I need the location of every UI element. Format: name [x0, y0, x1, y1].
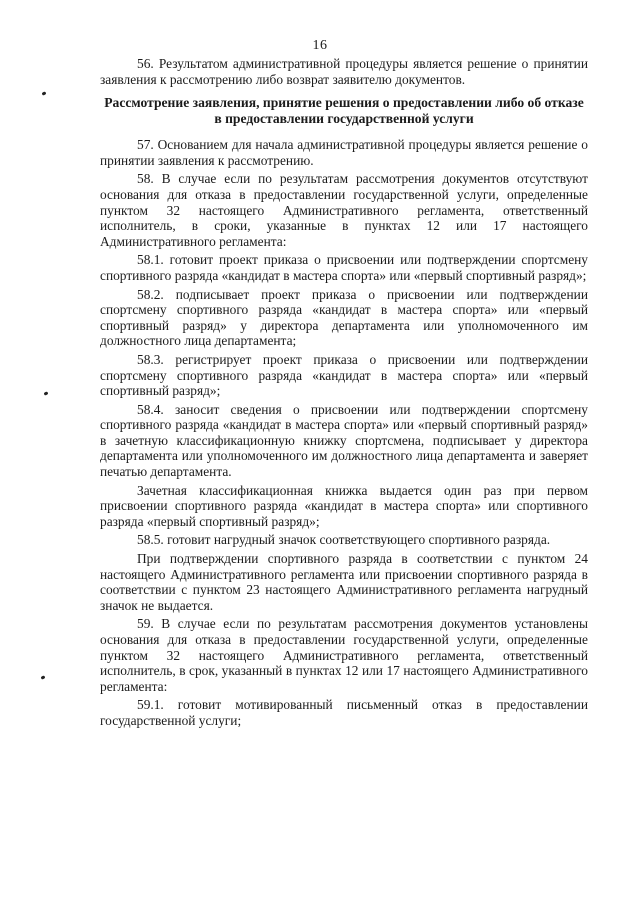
- paragraph-56: 56. Результатом административной процедуры является решение о принятии заявления к рассмотрению либо возврат заявителю документов.: [100, 56, 588, 87]
- scan-speck-top: [42, 91, 47, 95]
- paragraph-58-1: 58.1. готовит проект приказа о присвоении или подтверждении спортсмену спортивного разряда «кандидат в мастера спорта» или «первый спортивный разряд»;: [100, 252, 588, 283]
- paragraph-58-4: 58.4. заносит сведения о присвоении или подтверждении спортсмену спортивного разряда «кандидат в мастера спорта» или «первый спортивный разряд» в зачетную классификационную книжку спортсмена, подписывает у директора департамента или уполномоченного им должностного лица департамента и заверяет печатью департамента.: [100, 401, 588, 480]
- paragraph-58-3: 58.3. регистрирует проект приказа о присвоении или подтверждении спортсмену спортивного разряда «кандидат в мастера спорта» или «первый спортивный разряд»;: [100, 351, 588, 399]
- paragraph-badge-note: При подтверждении спортивного разряда в соответствии с пунктом 24 настоящего Административного регламента или присвоении спортивного разряда в соответствии с пунктом 23 настоящего Административного регламента нагрудный значок не выдается.: [100, 551, 588, 613]
- section-heading: Рассмотрение заявления, принятие решения о предоставлении либо об отказе в предоставлении государственной услуги: [104, 95, 584, 127]
- paragraph-57: 57. Основанием для начала административной процедуры является решение о принятии заявления к рассмотрению.: [100, 137, 588, 168]
- paragraph-58-5: 58.5. готовит нагрудный значок соответствующего спортивного разряда.: [137, 532, 551, 548]
- document-body: [100, 56, 588, 729]
- paragraph-58-2: 58.2. подписывает проект приказа о присвоении или подтверждении спортсмену спортивного разряда «кандидат в мастера спорта» или «первый спортивный разряд» у директора департамента или уполномоченного им должностного лица департамента;: [100, 286, 588, 349]
- page-number: 16: [312, 38, 328, 53]
- paragraph-record-book: Зачетная классификационная книжка выдается один раз при первом присвоении спортивного разряда «кандидат в мастера спорта» или спортивного разряда «первый спортивный разряд»;: [100, 482, 588, 529]
- scan-speck-bottom: [41, 675, 46, 679]
- paragraph-59: 59. В случае если по результатам рассмотрения документов установлены основания для отказа в предоставлении государственной услуги, определенные пунктом 32 настоящего Административного регламента, ответственный исполнитель, в срок, указанный в пунктах 12 или 17 настоящего Административного регламента:: [100, 616, 588, 694]
- scan-speck-middle: [44, 391, 49, 395]
- paragraph-58: 58. В случае если по результатам рассмотрения документов отсутствуют основания для отказа в предоставлении государственной услуги, определенные пунктом 32 настоящего Административного регламента, ответственный исполнитель, в сроки, указанные в пунктах 12 или 17 настоящего Административного регламента:: [100, 171, 588, 249]
- paragraph-59-1: 59.1. готовит мотивированный письменный отказ в предоставлении государственной услуги;: [100, 697, 588, 728]
